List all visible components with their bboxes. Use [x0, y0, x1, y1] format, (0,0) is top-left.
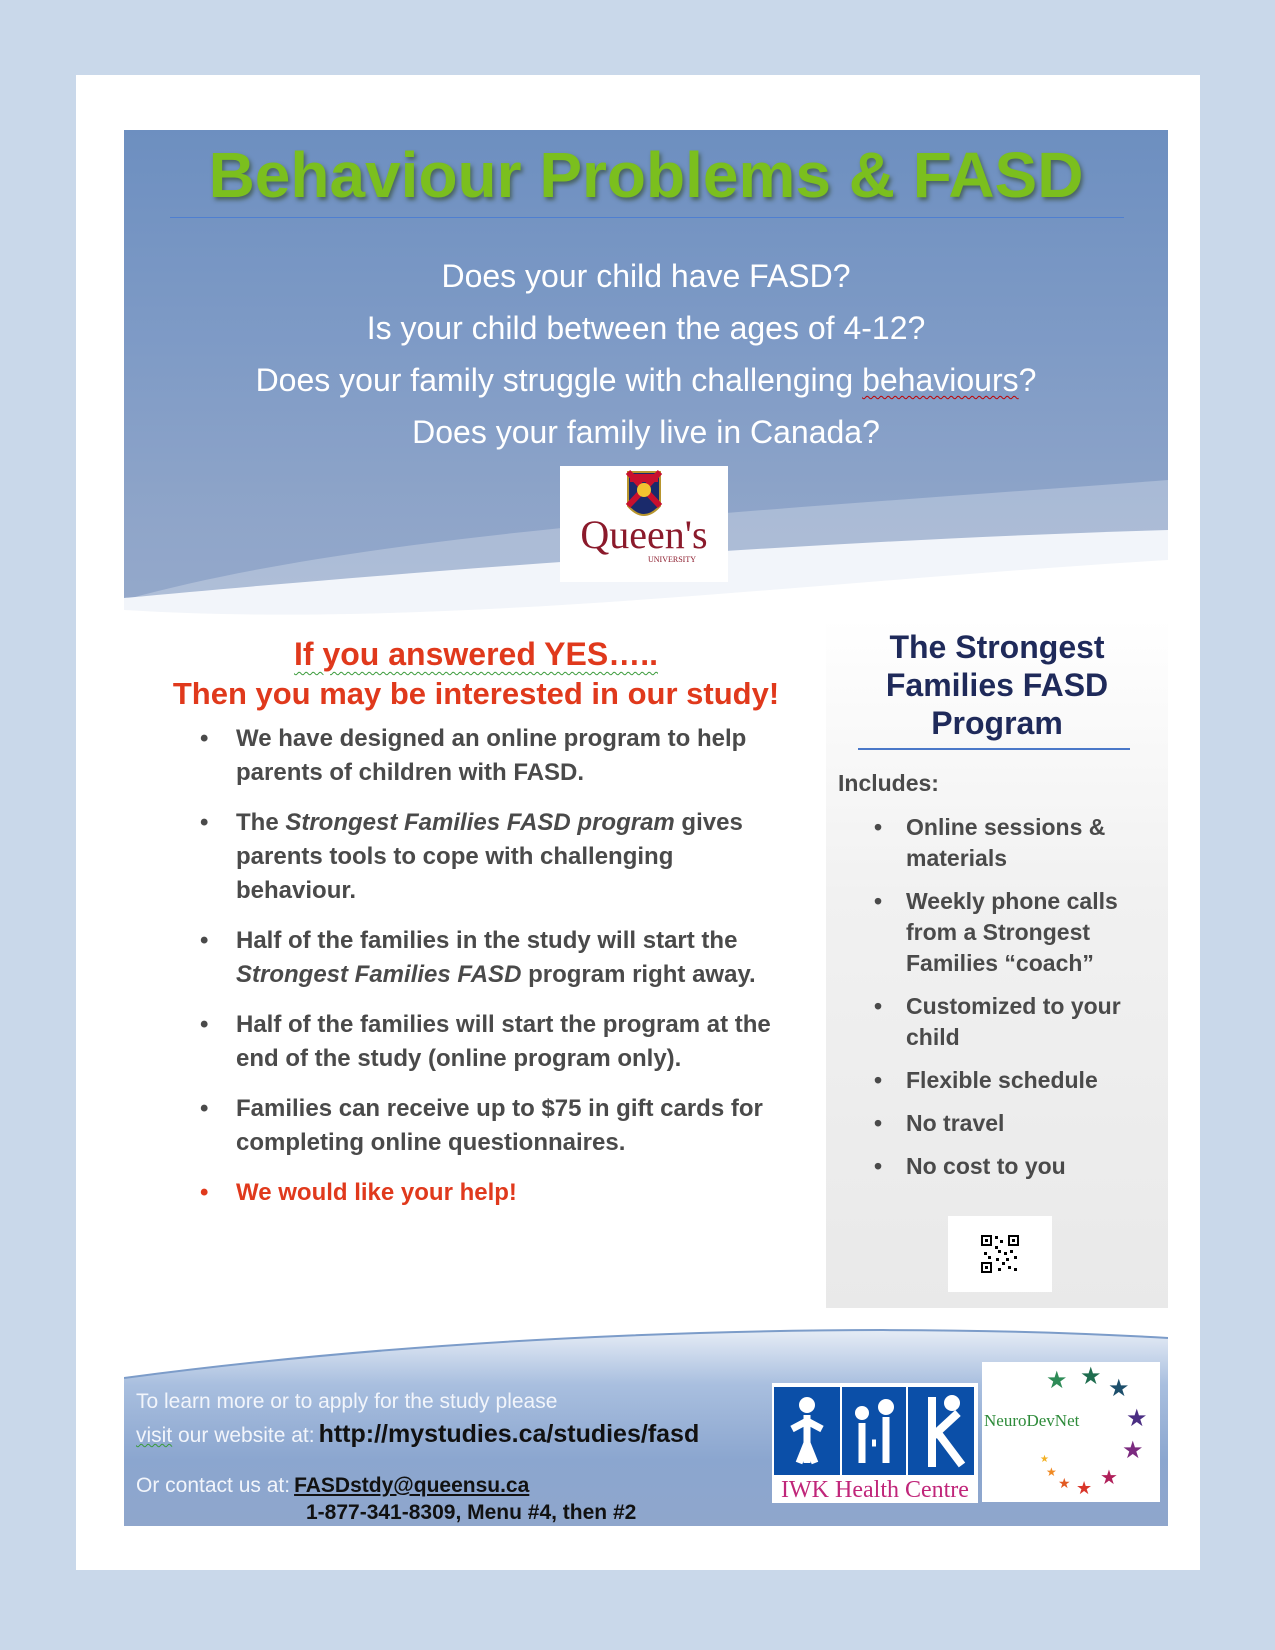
list-item: • No cost to you [874, 1151, 1164, 1182]
includes-list [874, 812, 1164, 1194]
bullet-start-now: • Half of the families in the study will start the Strongest Families FASD program right away. [200, 924, 800, 992]
question-fasd: Does your child have FASD? [441, 258, 851, 294]
svg-text:★: ★ [1040, 1454, 1049, 1465]
study-bullets [200, 722, 800, 1226]
svg-text:NeuroDevNet: NeuroDevNet [984, 1411, 1080, 1430]
neurodevnet-logo [982, 1362, 1160, 1502]
svg-text:★: ★ [1058, 1476, 1071, 1492]
list-item: • No travel [874, 1108, 1164, 1139]
program-sidebar [826, 618, 1168, 1308]
list-item: • Flexible schedule [874, 1065, 1164, 1096]
footer-contact-line: Or contact us at: FASDstdy@queensu.ca [136, 1474, 530, 1497]
bullet-start-later: • Half of the families will start the program at the end of the study (online program only). [200, 1008, 800, 1076]
bullet-program-tools: • The Strongest Families FASD program gives parents tools to cope with challenging behaviour. [200, 806, 800, 908]
bullet-online-program: • We have designed an online program to help parents of children with FASD. [200, 722, 800, 790]
svg-text:★: ★ [1046, 1366, 1068, 1394]
sidebar-title: The Strongest Families FASD Program [885, 629, 1109, 741]
question-behaviours: Does your family struggle with challenging behaviours? [255, 362, 1037, 398]
footer-intro: To learn more or to apply for the study please [136, 1390, 558, 1413]
svg-text:★: ★ [1126, 1404, 1148, 1432]
website-link[interactable]: http://mystudies.ca/studies/fasd [318, 1420, 700, 1448]
iwk-health-centre-logo [772, 1383, 978, 1503]
svg-text:★: ★ [1076, 1478, 1093, 1499]
list-item: • Online sessions & materials [874, 812, 1164, 874]
svg-text:IWK Health Centre: IWK Health Centre [781, 1477, 969, 1503]
email-link[interactable]: FASDstdy@queensu.ca [294, 1474, 530, 1497]
qr-code[interactable] [948, 1216, 1052, 1292]
svg-text:★: ★ [1046, 1465, 1057, 1479]
list-item: • Weekly phone calls from a Strongest Families “coach” [874, 886, 1164, 979]
sidebar-divider [858, 748, 1130, 750]
includes-label: Includes: [838, 770, 939, 796]
title-divider [170, 217, 1124, 218]
phone-number: 1-877-341-8309, Menu #4, then #2 [306, 1501, 637, 1524]
question-age: Is your child between the ages of 4-12? [366, 310, 926, 346]
bullet-gift-cards: • Families can receive up to $75 in gift cards for completing online questionnaires. [200, 1092, 800, 1160]
svg-text:★: ★ [1100, 1465, 1118, 1489]
svg-text:Queen's: Queen's [580, 512, 708, 557]
svg-text:★: ★ [1108, 1374, 1130, 1402]
flyer-title: Behaviour Problems & FASD [208, 139, 1084, 211]
queens-university-logo [560, 466, 728, 582]
bullet-help: • We would like your help! [200, 1176, 800, 1210]
yes-heading: If you answered YES….. [294, 636, 658, 672]
svg-text:★: ★ [1122, 1436, 1144, 1464]
footer-website-line: visit our website at: http://mystudies.ca/studies/fasd [136, 1420, 700, 1448]
svg-text:UNIVERSITY: UNIVERSITY [648, 555, 696, 564]
svg-text:★: ★ [1080, 1362, 1102, 1390]
interest-heading: Then you may be interested in our study! [172, 676, 780, 711]
question-canada: Does your family live in Canada? [412, 414, 880, 450]
list-item: • Customized to your child [874, 991, 1164, 1053]
